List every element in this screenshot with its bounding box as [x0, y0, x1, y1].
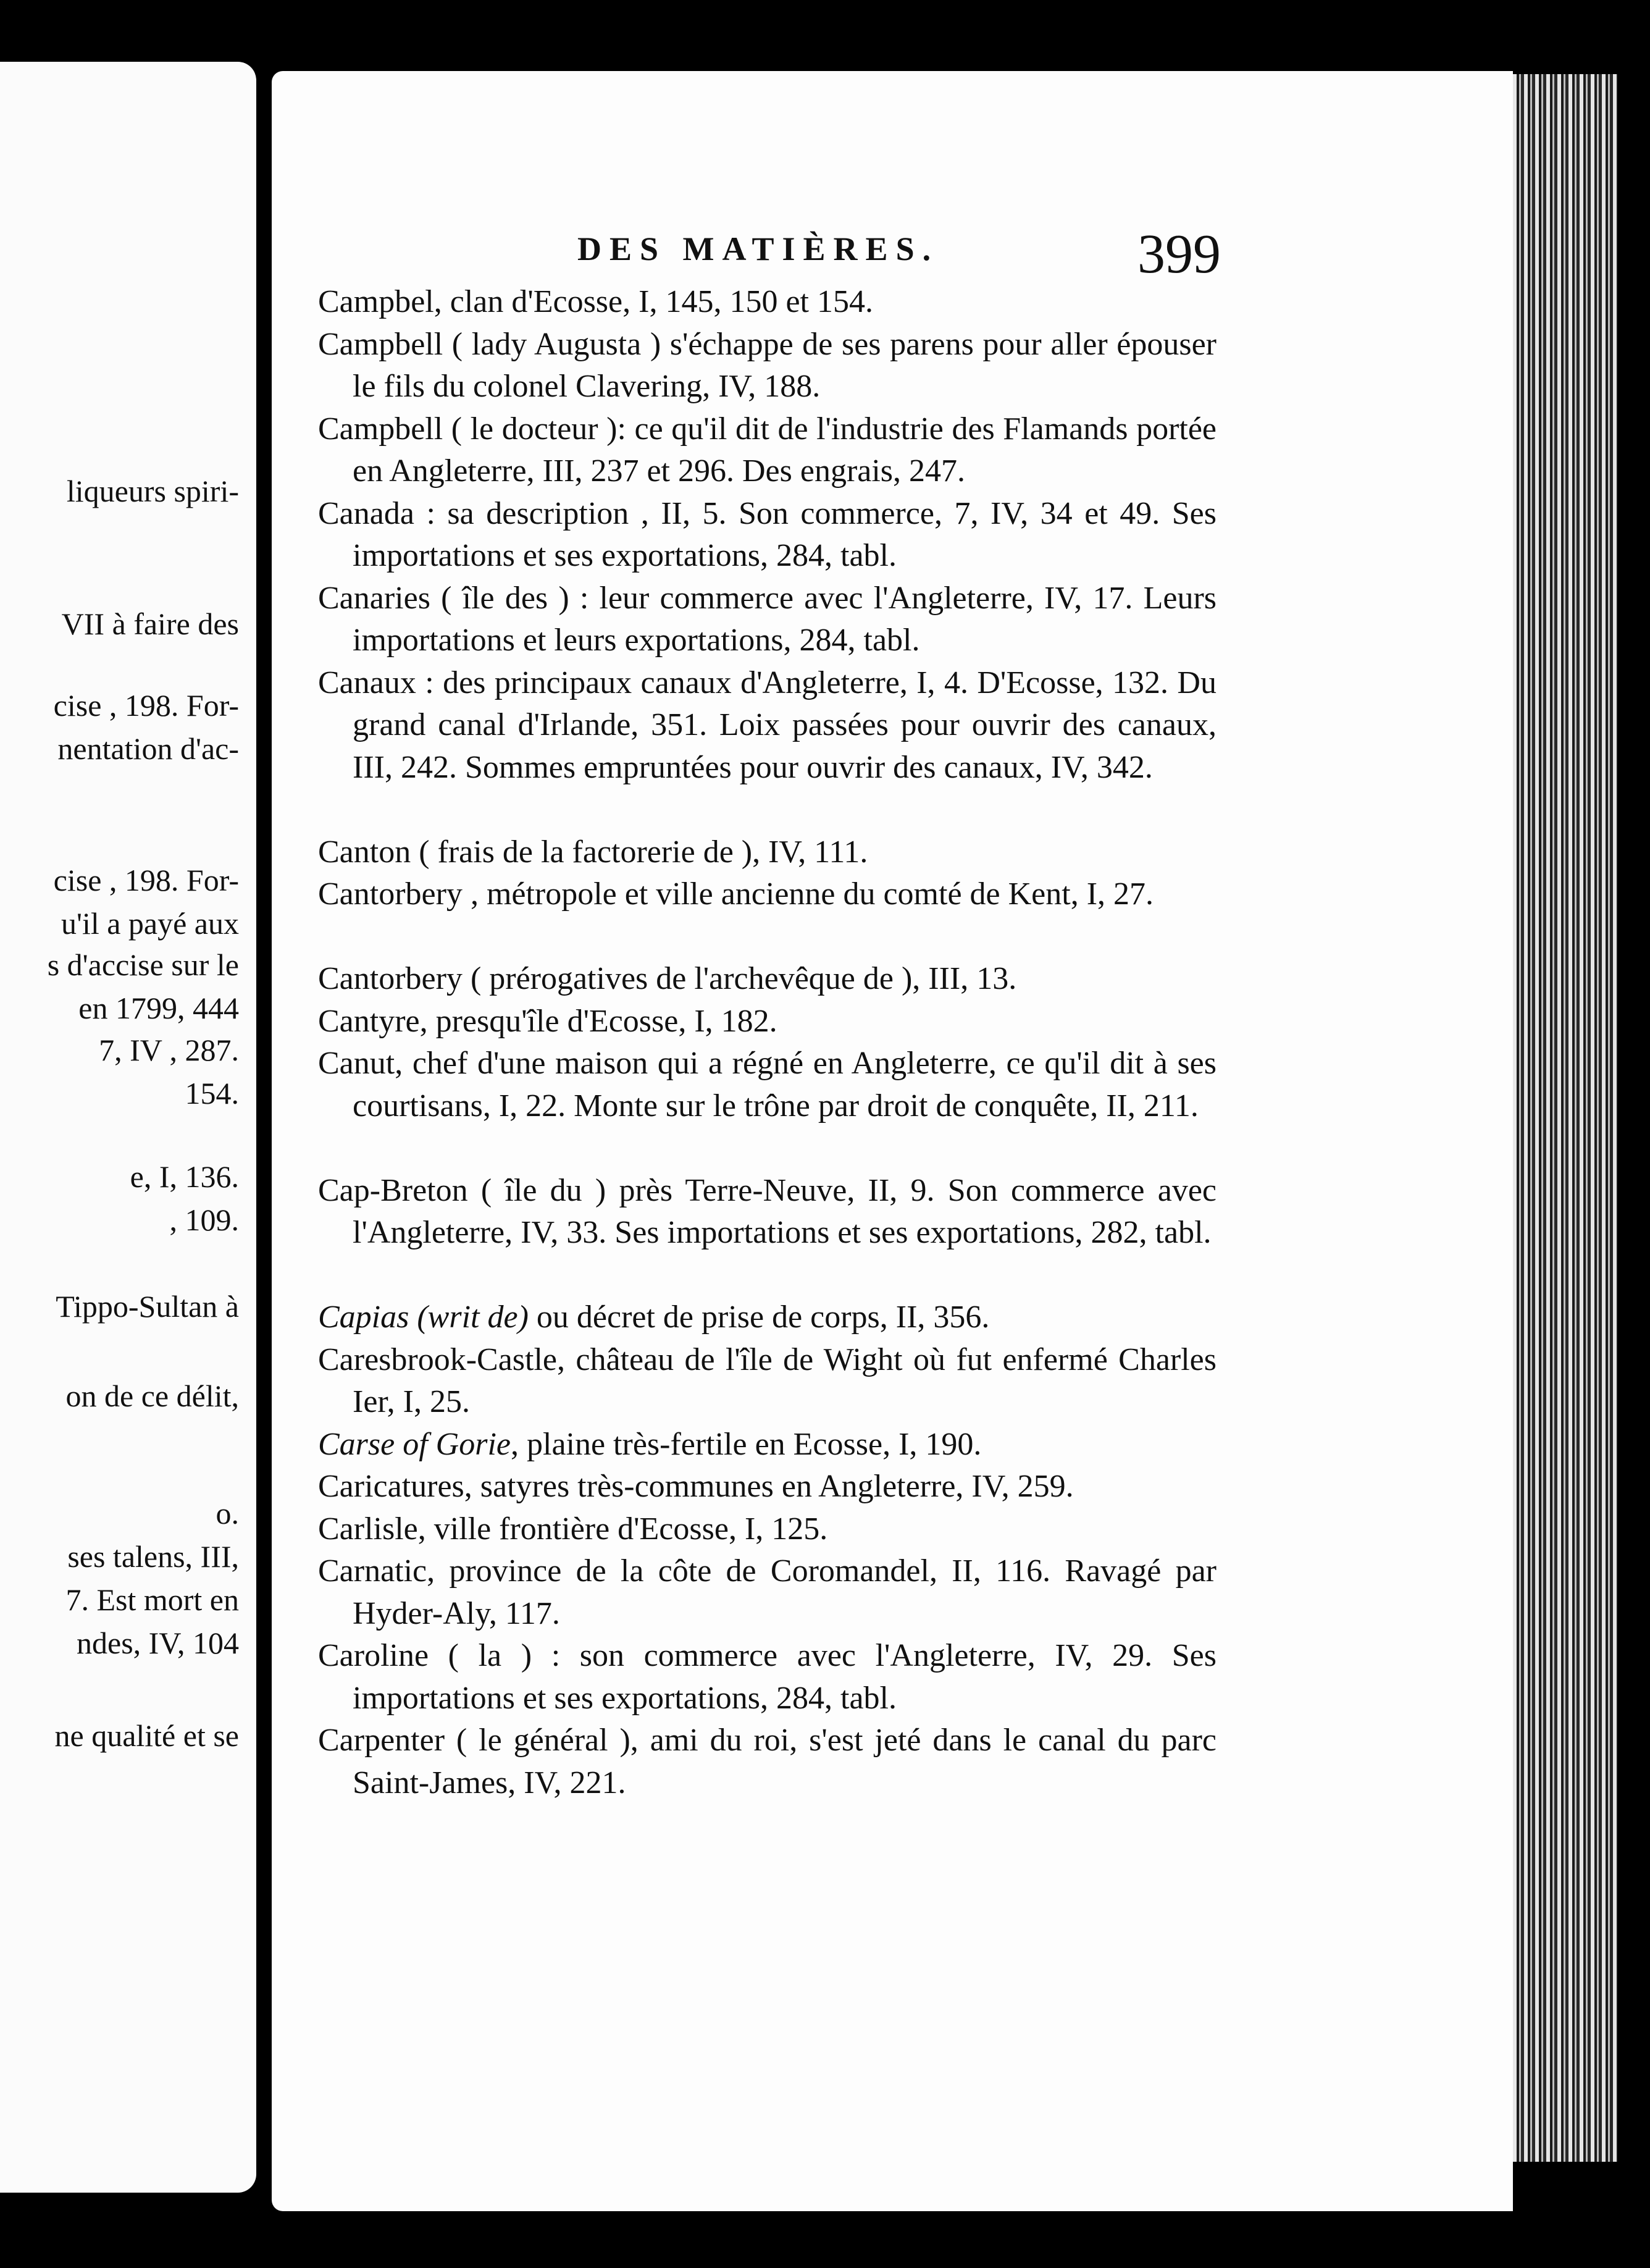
index-entry [318, 1508, 1217, 1551]
entry-head: Cantyre [318, 1003, 420, 1039]
index-entry [318, 324, 1217, 408]
entry-text: : des principaux canaux d'Angleterre, I, 4. D'Ecosse, 132. Du grand canal d'Irlande, 351. Loix passées pour ouvrir des canaux, III, 242. Sommes empruntées pour ouvrir des canaux, IV, 342. [353, 665, 1217, 785]
index-entry [318, 1720, 1217, 1804]
entry-head: Caresbrook-Castle [318, 1342, 558, 1377]
index-entry [318, 1550, 1217, 1635]
entry-text: , clan d'Ecosse, I, 145, 150 et 154. [433, 284, 873, 319]
fragment-line: VII à faire des [61, 607, 239, 641]
fragment-line: 7. Est mort en [65, 1582, 239, 1617]
index-entry [318, 1296, 1217, 1339]
entry-text: , satyres très-communes en Angleterre, IV, 259. [464, 1469, 1074, 1504]
fragment-line: 154. [185, 1076, 239, 1111]
index-entry [318, 1043, 1217, 1170]
entry-head: Caricatures [318, 1469, 464, 1504]
fragment-line: nentation d'ac- [57, 731, 239, 766]
entry-text: , métropole et ville ancienne du comté de Kent, I, 27. [462, 876, 1154, 912]
entry-head: Canaux [318, 665, 416, 700]
entry-head: Carnatic [318, 1553, 427, 1589]
index-entry [318, 1635, 1217, 1720]
index-entry [318, 493, 1217, 578]
fragment-line: liqueurs spiri- [66, 474, 239, 508]
index-entry [318, 831, 1217, 874]
entry-text: , presqu'île d'Ecosse, I, 182. [419, 1003, 777, 1039]
index-entry [318, 1170, 1217, 1297]
entry-head: Canaries [318, 580, 430, 616]
index-entry [318, 958, 1217, 1001]
fragment-line: 7, IV , 287. [99, 1033, 239, 1067]
index-entry [318, 281, 1217, 324]
entry-head: Cantorbery [318, 961, 463, 996]
entry-text: ou décret de prise de corps, II, 356. [528, 1300, 990, 1335]
entry-head: Campbell [318, 326, 443, 362]
entry-text: ( le général ), ami du roi, s'est jeté dans le canal du parc Saint-James, IV, 221. [353, 1723, 1217, 1800]
fragment-line: cise , 198. For- [53, 863, 239, 897]
book-page-edges [1513, 74, 1618, 2162]
index-entry [318, 662, 1217, 831]
entry-head: Caroline [318, 1638, 429, 1673]
index-entry [318, 1424, 1217, 1466]
fragment-line: u'il a payé aux [61, 906, 239, 941]
entry-head: Canada [318, 495, 414, 531]
fragment-line: ne qualité et se [54, 1718, 239, 1753]
entry-head: Campbel [318, 284, 434, 319]
fragment-line: ndes, IV, 104 [77, 1626, 239, 1660]
entry-head: Canut [318, 1046, 395, 1081]
entry-text: ( le docteur ): ce qu'il dit de l'industrie des Flamands portée en Angleterre, III, 237 et 296. Des engrais, 247. [353, 411, 1217, 489]
entry-head: Cantorbery [318, 876, 463, 912]
page-number: 399 [1137, 224, 1221, 285]
fragment-line: en 1799, 444 [78, 991, 239, 1025]
index-entries [318, 281, 1217, 1804]
entry-text: ( prérogatives de l'archevêque de ), III, 13. [462, 961, 1017, 996]
entry-head: Canton [318, 834, 411, 870]
entry-text: ( la ) : son commerce avec l'Angleterre, IV, 29. Ses importations et ses exportations, 284, tabl. [353, 1638, 1217, 1716]
index-entry [318, 1339, 1217, 1424]
entry-head: Capias (writ de) [318, 1300, 529, 1335]
fragment-line: s d'accise sur le [47, 947, 239, 982]
index-entry [318, 408, 1217, 493]
fragment-line: e, I, 136. [130, 1159, 239, 1194]
fragment-line: ses talens, III, [67, 1539, 239, 1574]
entry-text: ( frais de la factorerie de ), IV, 111. [411, 834, 868, 870]
entry-text: ( île du ) près Terre-Neuve, II, 9. Son commerce avec l'Angleterre, IV, 33. Ses importations et ses exportations, 282, tabl. [353, 1172, 1217, 1250]
entry-text: ( lady Augusta ) s'échappe de ses parens pour aller épouser le fils du colonel Clavering, IV, 188. [353, 326, 1217, 404]
fragment-line: o. [216, 1496, 239, 1531]
entry-head: Campbell [318, 411, 443, 447]
entry-head: Carlisle [318, 1511, 418, 1547]
fragment-line: on de ce délit, [65, 1379, 239, 1413]
fragment-line: Tippo-Sultan à [56, 1289, 239, 1324]
index-entry [318, 1001, 1217, 1043]
index-entry [318, 1466, 1217, 1508]
fragment-line: cise , 198. For- [53, 688, 239, 723]
previous-page-fragment [0, 62, 256, 2193]
entry-text: , ville frontière d'Ecosse, I, 125. [417, 1511, 828, 1547]
running-head: DES MATIÈRES. [577, 230, 939, 267]
entry-text: , château de l'île de Wight où fut enfermé Charles Ier, I, 25. [353, 1342, 1217, 1419]
index-entry [318, 873, 1217, 958]
fragment-line: , 109. [169, 1203, 239, 1237]
entry-text: , plaine très-fertile en Ecosse, I, 190. [511, 1426, 982, 1462]
entry-head: Carse of Gorie [318, 1426, 511, 1462]
entry-head: Carpenter [318, 1723, 445, 1758]
entry-text: , chef d'une maison qui a régné en Angleterre, ce qu'il dit à ses courtisans, I, 22. Monte sur le trône par droit de conquête, II, 211. [353, 1046, 1217, 1124]
entry-head: Cap-Breton [318, 1172, 468, 1208]
entry-text: ( île des ) : leur commerce avec l'Angleterre, IV, 17. Leurs importations et leurs exportations, 284, tabl. [353, 580, 1217, 658]
entry-text: , province de la côte de Coromandel, II, 116. Ravagé par Hyder-Aly, 117. [353, 1553, 1217, 1631]
index-entry [318, 578, 1217, 662]
entry-text: : sa description , II, 5. Son commerce, 7, IV, 34 et 49. Ses importations et ses exportations, 284, tabl. [353, 495, 1217, 573]
